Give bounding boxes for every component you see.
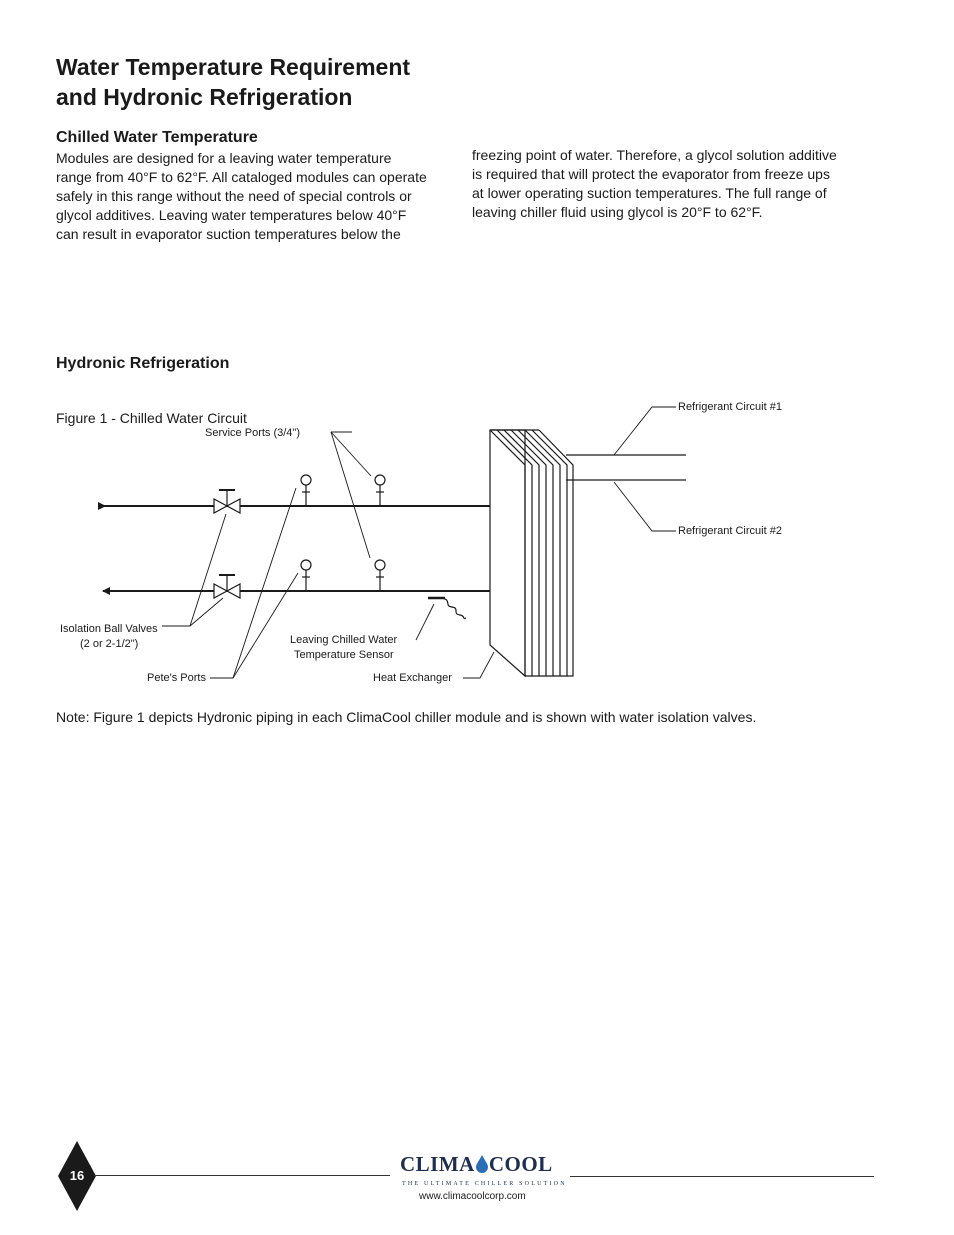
paragraph-line: is required that will protect the evaporator from freeze ups (472, 166, 830, 182)
isolation-valve-top (214, 490, 240, 513)
page-title-line2: and Hydronic Refrigeration (56, 84, 353, 110)
label-refrigerant-circuit-2: Refrigerant Circuit #2 (678, 525, 782, 537)
paragraph-line: range from 40°F to 62°F. All cataloged modules can operate (56, 169, 427, 185)
logo-word-left: CLIMA (400, 1152, 475, 1176)
petes-port-bottom (301, 560, 311, 591)
isolation-valve-bottom (214, 575, 240, 598)
label-petes-ports: Pete's Ports (147, 672, 206, 684)
figure-note: Note: Figure 1 depicts Hydronic piping in each ClimaCool chiller module and is shown with water isolation valves. (56, 709, 757, 725)
inlet-arrow (98, 502, 106, 510)
water-drop-icon (476, 1155, 488, 1173)
page-title-line1: Water Temperature Requirement (56, 54, 411, 80)
outlet-arrow (102, 587, 110, 595)
paragraph-line: safely in this range without the need of special controls or (56, 188, 412, 204)
climacool-logo (400, 1152, 565, 1177)
paragraph-line: leaving chiller fluid using glycol is 20°F to 62°F. (472, 204, 763, 220)
leader-lines (162, 407, 676, 678)
paragraph-line: Modules are designed for a leaving water temperature (56, 150, 392, 166)
page-number: 16 (69, 1168, 85, 1183)
label-refrigerant-circuit-1: Refrigerant Circuit #1 (678, 401, 782, 413)
heat-exchanger (490, 430, 573, 676)
paragraph-line: can result in evaporator suction temperatures below the (56, 226, 401, 242)
label-isolation-valves-size: (2 or 2-1/2") (80, 638, 139, 650)
paragraph-line: at lower operating suction temperatures. The full range of (472, 185, 827, 201)
label-leaving-sensor-2: Temperature Sensor (294, 649, 394, 661)
paragraph-line: freezing point of water. Therefore, a glycol solution additive (472, 147, 837, 163)
logo-word-right: COOL (488, 1152, 553, 1176)
label-leaving-sensor: Leaving Chilled Water (290, 634, 398, 646)
label-service-ports: Service Ports (3/4") (205, 427, 300, 439)
footer-rule-right (570, 1176, 874, 1177)
figure-caption: Figure 1 - Chilled Water Circuit (56, 410, 247, 426)
logo-tagline: THE ULTIMATE CHILLER SOLUTION (402, 1181, 567, 1187)
petes-port-top (301, 475, 311, 506)
service-port-top (375, 475, 385, 506)
chilled-water-heading: Chilled Water Temperature (56, 129, 258, 146)
service-port-bottom (375, 560, 385, 591)
footer-url: www.climacoolcorp.com (419, 1191, 526, 1202)
label-isolation-valves: Isolation Ball Valves (60, 623, 158, 635)
temperature-sensor (428, 598, 466, 619)
hydronic-heading: Hydronic Refrigeration (56, 355, 230, 372)
footer-rule-left (94, 1175, 390, 1176)
paragraph-line: glycol additives. Leaving water temperatures below 40°F (56, 207, 407, 223)
label-heat-exchanger: Heat Exchanger (373, 672, 452, 684)
